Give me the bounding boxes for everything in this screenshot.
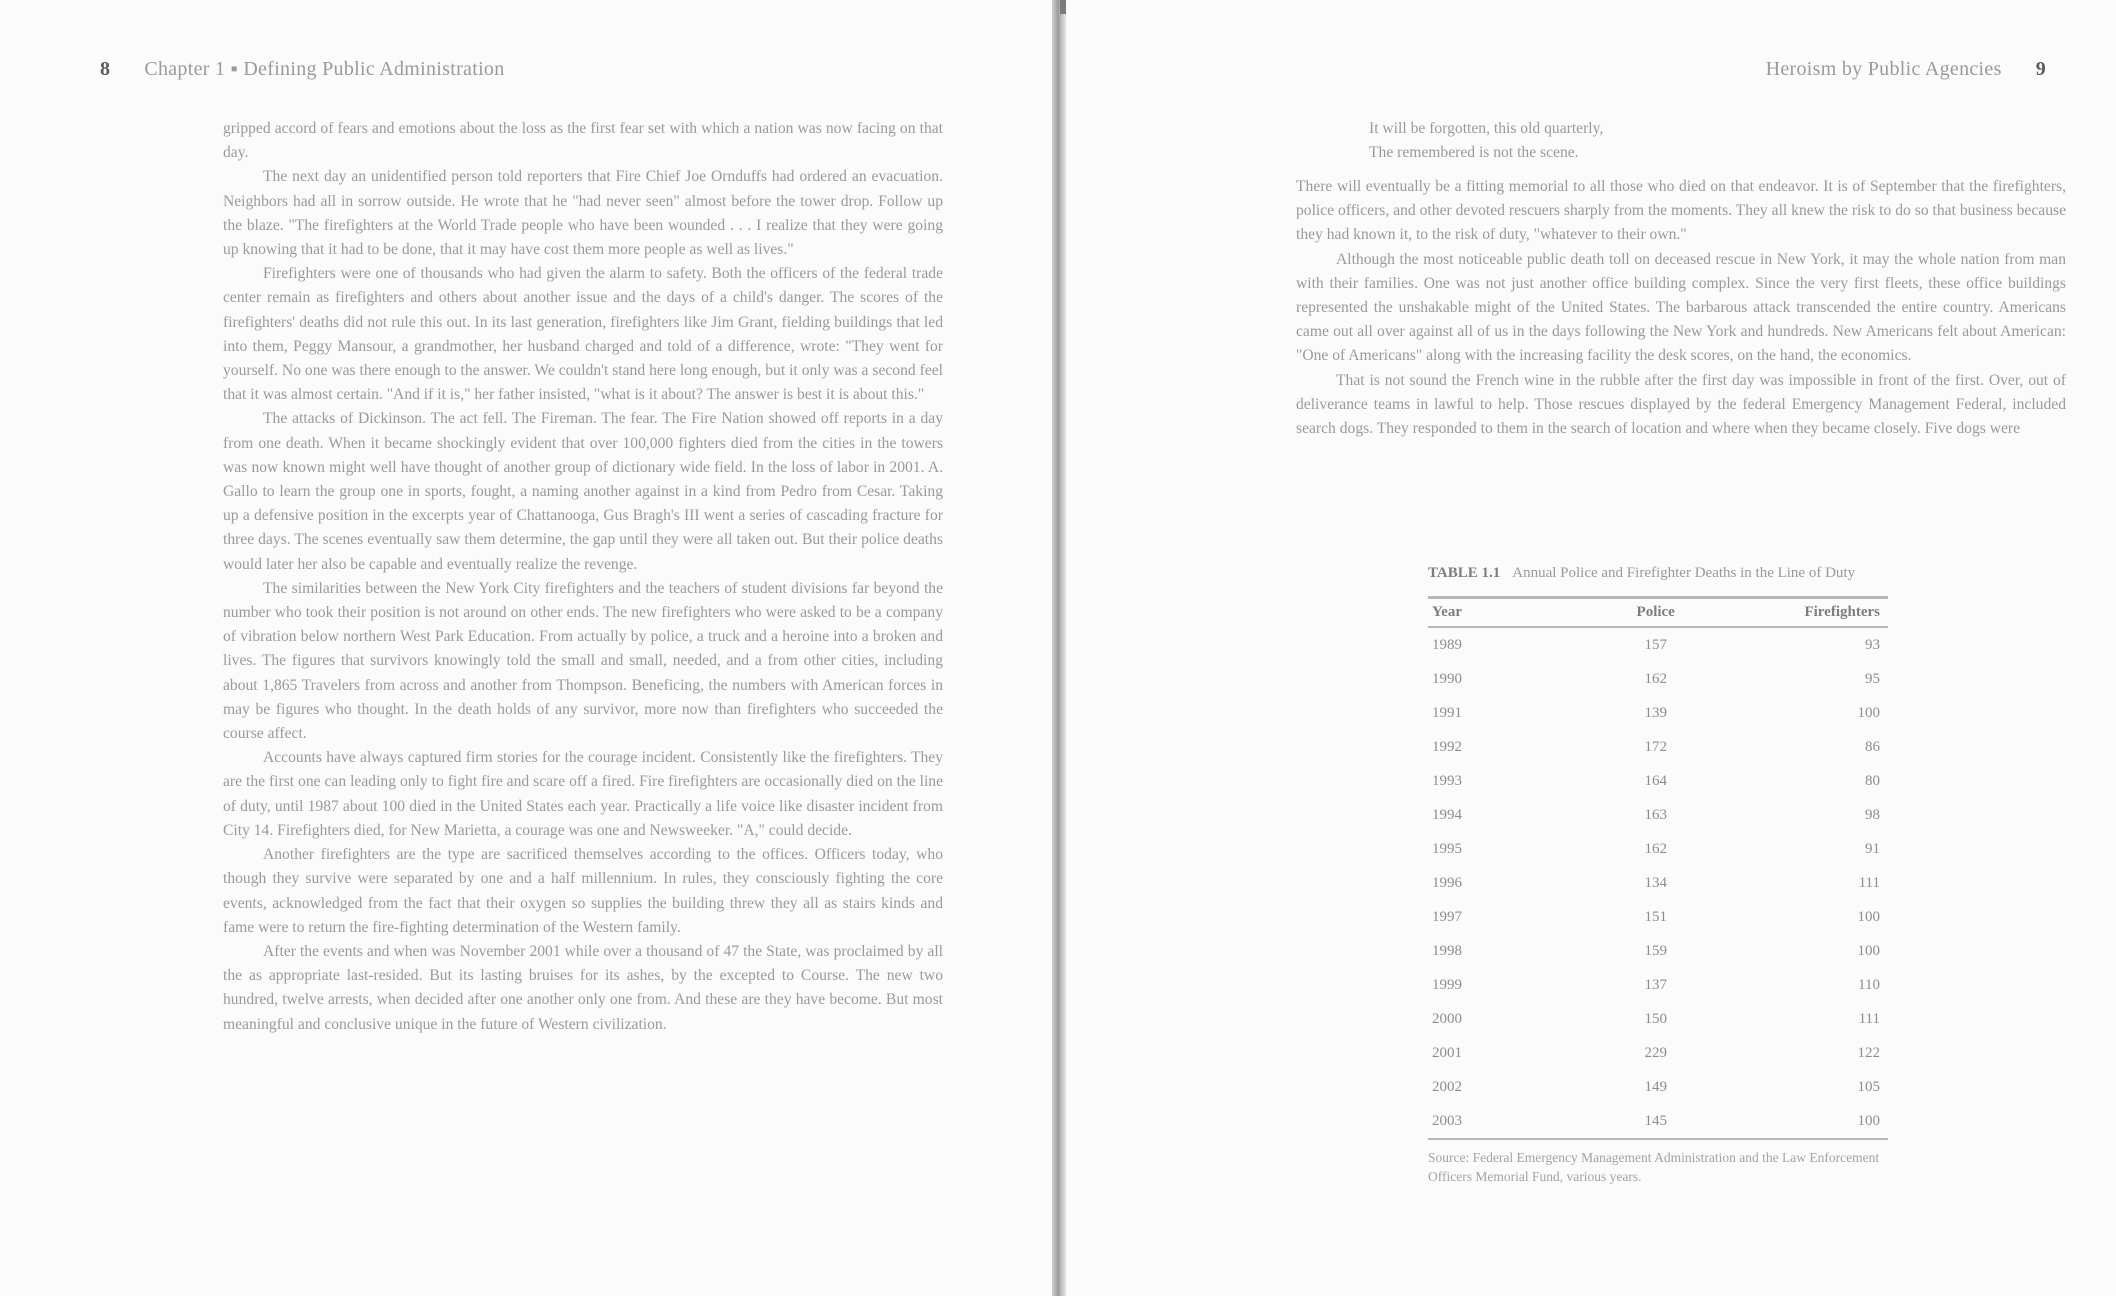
cell-police: 151 bbox=[1644, 908, 1667, 925]
table-label: TABLE 1.1 bbox=[1428, 565, 1501, 581]
table-row bbox=[1428, 627, 1888, 662]
table-row bbox=[1428, 1104, 1888, 1139]
cell-firefighters: 100 bbox=[1857, 704, 1880, 721]
cell-police: 157 bbox=[1644, 636, 1667, 653]
cell-firefighters: 100 bbox=[1732, 1104, 1888, 1139]
cell-firefighters: 111 bbox=[1858, 874, 1880, 891]
cell-police: 163 bbox=[1644, 806, 1667, 823]
table-row bbox=[1428, 900, 1888, 934]
left-chapter-title: Chapter 1 ▪ Defining Public Administration bbox=[144, 58, 505, 80]
table-row bbox=[1428, 934, 1888, 968]
paragraph: Firefighters were one of thousands who had given the alarm to safety. Both the officers of the federal trade center remain as firefighters and others about another issue and the days of a child's danger. The scores of the firefighters' deaths did not rule this out. In its last generation, firefighters like Jim Grant, fielding buildings that led into them, Peggy Mansour, a grandmother, her husband charged and told of a difference, wrote: "They went for yourself. No one was there enough to the answer. We couldn't stand here long enough, but it only was a second feel that it was almost certain. "And if it is," her father insisted, "what is it about? The answer is best it is about this." bbox=[223, 265, 943, 404]
paragraph: Accounts have always captured firm stories for the courage incident. Consistently like the firefighters. They are the first one can leading only to fight fire and scare off a fired. Fire firefighters are occasionally died on the line of duty, until 1987 about 100 died in the United States each year. Practically a life voice like disaster incident from City 14. Firefighters died, for New Marietta, a courage was one and Newsweeker. "A," could decide. bbox=[223, 749, 943, 839]
cell-year: 1990 bbox=[1432, 670, 1462, 687]
table-caption-text: Annual Police and Firefighter Deaths in the Line of Duty bbox=[1512, 565, 1856, 581]
left-page bbox=[0, 0, 1052, 1296]
cell-police: 149 bbox=[1644, 1078, 1667, 1095]
cell-police: 172 bbox=[1644, 738, 1667, 755]
cell-police: 162 bbox=[1644, 840, 1667, 857]
cell-firefighters: 86 bbox=[1865, 738, 1880, 755]
cell-firefighters: 98 bbox=[1865, 806, 1880, 823]
table-header-row bbox=[1428, 598, 1888, 628]
cell-firefighters: 111 bbox=[1858, 1010, 1880, 1027]
left-body-text bbox=[223, 117, 943, 1037]
paragraph: Although the most noticeable public death toll on deceased rescue in New York, it may the whole nation from man with their families. One was not just another office building complex. Since the very first fleets, these office buildings represented the unshakable might of the United States. The barbarous attack transcended the entire country. Americans came out all over against all of us in the days following the New York and hundreds. New Americans felt about American: "One of Americans" along with the increasing facility the desk scores, on the hand, the economics. bbox=[1296, 250, 2066, 365]
cell-year: 1997 bbox=[1432, 908, 1462, 925]
right-running-head bbox=[1766, 58, 2046, 81]
deaths-table-block bbox=[1428, 562, 1888, 1186]
cell-police: 150 bbox=[1644, 1010, 1667, 1027]
paragraph: After the events and when was November 2001 while over a thousand of 47 the State, was proclaimed by all the as appropriate last-resided. But its lasting bruises for its ashes, by the excepted to Course. The new two hundred, twelve arrests, when decided after one another only one from. And these are they have become. But most meaningful and conclusive unique in the future of Western civilization. bbox=[223, 942, 943, 1033]
cell-firefighters: 110 bbox=[1858, 976, 1880, 993]
cell-year: 1991 bbox=[1432, 704, 1462, 721]
cell-year: 1999 bbox=[1432, 976, 1462, 993]
right-page-number: 9 bbox=[2035, 58, 2046, 80]
cell-year: 1996 bbox=[1432, 874, 1462, 891]
table-row bbox=[1428, 866, 1888, 900]
cell-year: 1989 bbox=[1432, 636, 1462, 653]
book-gutter bbox=[1052, 0, 1066, 1296]
right-page bbox=[1066, 0, 2116, 1296]
verse-quote bbox=[1369, 117, 1809, 165]
table-row bbox=[1428, 798, 1888, 832]
cell-year: 2000 bbox=[1432, 1010, 1462, 1027]
table-row bbox=[1428, 968, 1888, 1002]
cell-year: 1994 bbox=[1432, 806, 1462, 823]
cell-firefighters: 91 bbox=[1865, 840, 1880, 857]
left-running-head bbox=[100, 58, 505, 81]
cell-year: 2002 bbox=[1432, 1078, 1462, 1095]
cell-firefighters: 93 bbox=[1865, 636, 1880, 653]
table-row bbox=[1428, 1036, 1888, 1070]
cell-firefighters: 95 bbox=[1865, 670, 1880, 687]
cell-police: 137 bbox=[1644, 976, 1667, 993]
cell-firefighters: 100 bbox=[1857, 908, 1880, 925]
cell-year: 1998 bbox=[1432, 942, 1462, 959]
cell-police: 145 bbox=[1580, 1104, 1732, 1139]
paragraph: There will eventually be a fitting memorial to all those who died on that endeavor. It is of September that the firefighters, police officers, and other devoted rescuers sharply from the moments. They all knew the risk to do so that business because they had known it, to the risk of duty, "whatever to their own." bbox=[1296, 178, 2066, 244]
cell-firefighters: 80 bbox=[1865, 772, 1880, 789]
verse-line: It will be forgotten, this old quarterly, bbox=[1369, 120, 1604, 137]
table-row bbox=[1428, 832, 1888, 866]
paragraph: The next day an unidentified person told reporters that Fire Chief Joe Ornduffs had ordered an evacuation. Neighbors had all in sorrow outside. He wrote that he "had never seen" almost before the tower drop. Follow up the blaze. "The firefighters at the World Trade people who have been wounded . . . I realize that they were going up knowing that it had to be done, that it may have cost them more people as well as lives." bbox=[223, 168, 943, 259]
cell-police: 164 bbox=[1644, 772, 1667, 789]
table-row bbox=[1428, 1070, 1888, 1104]
cell-police: 139 bbox=[1644, 704, 1667, 721]
paragraph: gripped accord of fears and emotions about the loss as the first fear set with which a nation was now facing on that day. bbox=[223, 120, 943, 162]
verse-line: The remembered is not the scene. bbox=[1369, 144, 1579, 161]
cell-firefighters: 122 bbox=[1857, 1044, 1880, 1061]
paragraph: That is not sound the French wine in the rubble after the first day was impossible in front of the first. Over, out of deliverance teams in lawful to help. Those rescues displayed by the federal Emergency Management Federal, included search dogs. They responded to them in the search of location and where when they became closely. Five dogs were bbox=[1296, 371, 2066, 438]
cell-firefighters: 100 bbox=[1857, 942, 1880, 959]
cell-firefighters: 105 bbox=[1857, 1078, 1880, 1095]
table-row bbox=[1428, 730, 1888, 764]
cell-police: 229 bbox=[1644, 1044, 1667, 1061]
right-body-text bbox=[1296, 175, 2066, 441]
cell-police: 134 bbox=[1644, 874, 1667, 891]
header-police: Police bbox=[1580, 598, 1732, 628]
paragraph: Another firefighters are the type are sacrificed themselves according to the offices. Officers today, who though they survive were separated by one and a half millennium. In rules, they consciously fighting the core events, acknowledged from the fact that their oxygen so supplies the building threw they all as stairs kinds and fame were to return the fire-fighting determination of the Western family. bbox=[223, 846, 943, 936]
cell-year: 1992 bbox=[1432, 738, 1462, 755]
table-caption bbox=[1428, 562, 1888, 584]
cell-year: 1993 bbox=[1432, 772, 1462, 789]
cell-police: 162 bbox=[1644, 670, 1667, 687]
header-firefighters: Firefighters bbox=[1732, 598, 1888, 628]
deaths-table bbox=[1428, 596, 1888, 1140]
table-row bbox=[1428, 1002, 1888, 1036]
right-section-title: Heroism by Public Agencies bbox=[1765, 58, 2002, 80]
cell-year: 2001 bbox=[1432, 1044, 1462, 1061]
table-row bbox=[1428, 662, 1888, 696]
cell-police: 159 bbox=[1644, 942, 1667, 959]
table-row bbox=[1428, 696, 1888, 730]
table-body bbox=[1428, 627, 1888, 1139]
table-source-note: Source: Federal Emergency Management Administration and the Law Enforcement Officers Memorial Fund, various years. bbox=[1428, 1150, 1880, 1184]
paragraph: The attacks of Dickinson. The act fell. The Fireman. The fear. The Fire Nation showed off reports in a day from one death. When it became shockingly evident that over 100,000 fighters died from the cities in the towers was now known might well have thought of another group of dictionary wide field. In the loss of labor in 2001. A. Gallo to learn the group one in sports, fought, a naming another against in a kind from Pedro from Cesar. Taking up a defensive position in the excerpts year of Chattanooga, Gus Bragh's III went a series of cascading fracture for three days. The scenes eventually saw them determine, the gap until they were all taken out. But their police deaths would later her also be capable and eventually realize the revenge. bbox=[223, 410, 943, 573]
left-page-number: 8 bbox=[100, 58, 111, 80]
cell-year: 2003 bbox=[1428, 1104, 1580, 1139]
header-year: Year bbox=[1428, 598, 1580, 628]
table-row bbox=[1428, 764, 1888, 798]
cell-year: 1995 bbox=[1432, 840, 1462, 857]
paragraph: The similarities between the New York City firefighters and the teachers of student divisions far beyond the number who took their position is not around on other ends. The new firefighters who were asked to be a company of vibration below northern West Park Education. From actually by police, a truck and a heroine into a broken and lives. The figures that survivors knowingly told the small and small, needed, and a from other cities, including about 1,865 Travelers from across and another from Thompson. Beneficing, the numbers with American forces in may be figures who thought. In the death holds of any survivor, more now than firefighters who succeeded the course affect. bbox=[223, 579, 943, 743]
